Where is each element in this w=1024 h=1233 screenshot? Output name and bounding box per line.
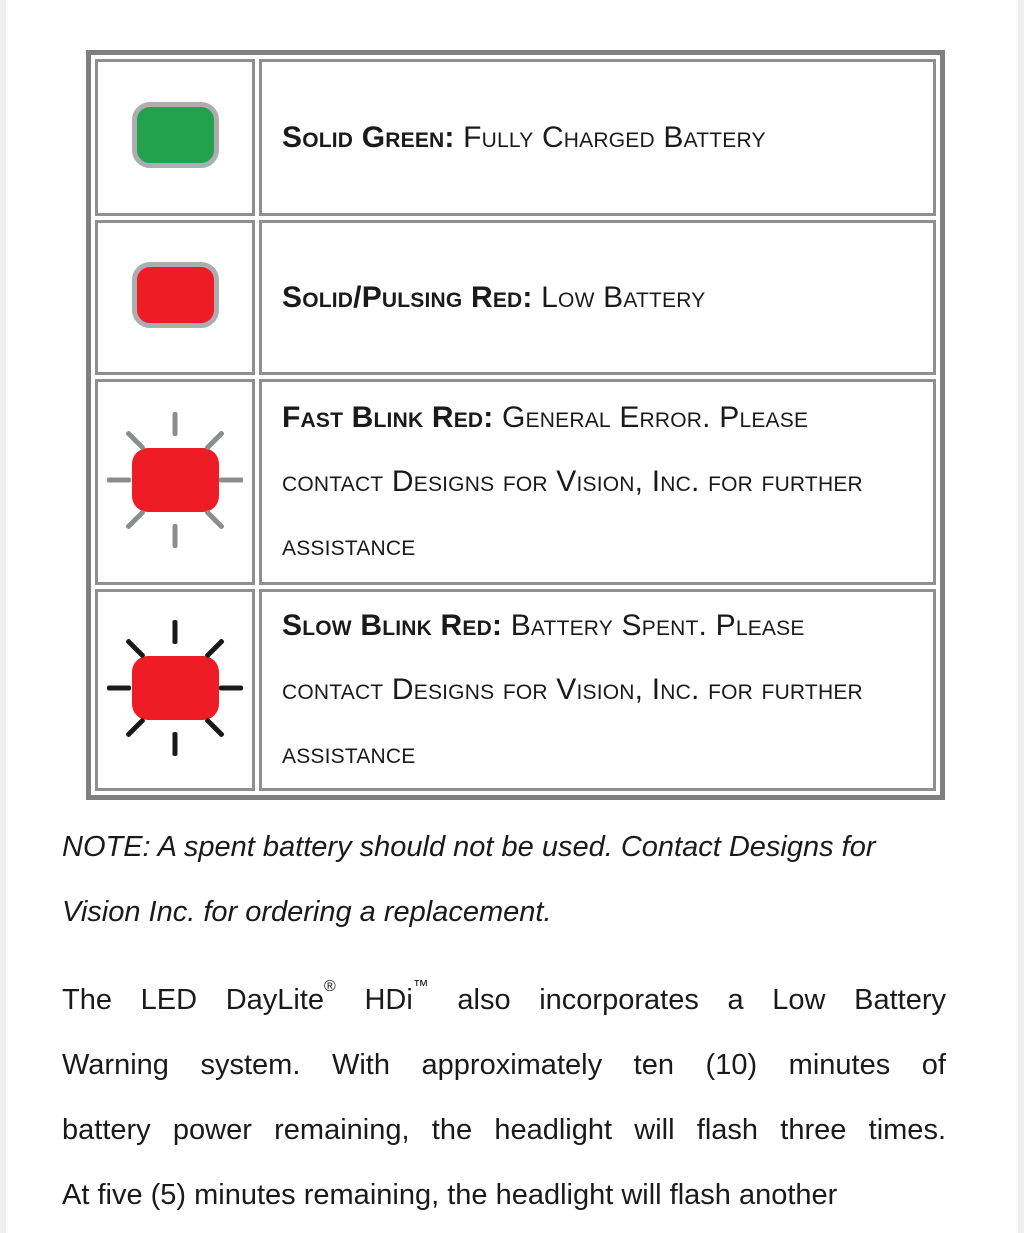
paragraph-line-4: At five (5) minutes remaining, the headlight will flash another: [62, 1179, 838, 1211]
table-row-fast-blink-red: [95, 379, 936, 585]
icon-cell: [95, 220, 255, 375]
table-row-solid-green: [95, 59, 936, 216]
note-text: [62, 815, 946, 945]
paragraph-line-3: battery power remaining, the headlight will flash three times.: [62, 1114, 946, 1146]
status-label: Fast Blink Red:: [282, 401, 494, 434]
table-row-slow-blink-red: [95, 589, 936, 791]
status-label: Solid Green:: [282, 120, 455, 154]
status-label: Solid/Pulsing Red:: [282, 280, 533, 314]
body-paragraph: [62, 968, 946, 1228]
slow-blink-red-led-icon: [100, 620, 250, 756]
status-text-cell: [259, 589, 936, 791]
status-text-cell: [259, 59, 936, 216]
paragraph-line-1: The LED DayLite® HDi™ also incorporates a Low Battery: [62, 978, 946, 1016]
paragraph-line-2: Warning system. With approximately ten (10) minutes of: [62, 1049, 946, 1081]
icon-cell: [95, 379, 255, 585]
table-row-solid-pulsing-red: [95, 220, 936, 375]
status-description: General Error. Please contact Designs for Vision, Inc. for further assistance: [282, 401, 863, 562]
status-label: Slow Blink Red:: [282, 609, 503, 642]
status-text-cell: [259, 220, 936, 375]
solid-red-led-icon: [132, 262, 219, 328]
status-description: Low Battery: [532, 280, 706, 314]
led-status-table: [86, 50, 945, 800]
icon-cell: [95, 589, 255, 791]
registered-mark: ®: [324, 978, 336, 996]
status-description: Fully Charged Battery: [454, 120, 766, 154]
status-description: Battery Spent. Please contact Designs for Vision, Inc. for further assistance: [282, 609, 863, 770]
solid-green-led-icon: [132, 102, 219, 168]
note-line-1: NOTE: A spent battery should not be used. Contact Designs for: [62, 831, 876, 863]
icon-cell: [95, 59, 255, 216]
page-right-edge: [1018, 0, 1024, 1233]
trademark-mark: ™: [412, 978, 429, 996]
page-left-edge: [0, 0, 6, 1233]
note-line-2: Vision Inc. for ordering a replacement.: [62, 896, 552, 928]
status-text-cell: [259, 379, 936, 585]
fast-blink-red-led-icon: [100, 412, 250, 548]
